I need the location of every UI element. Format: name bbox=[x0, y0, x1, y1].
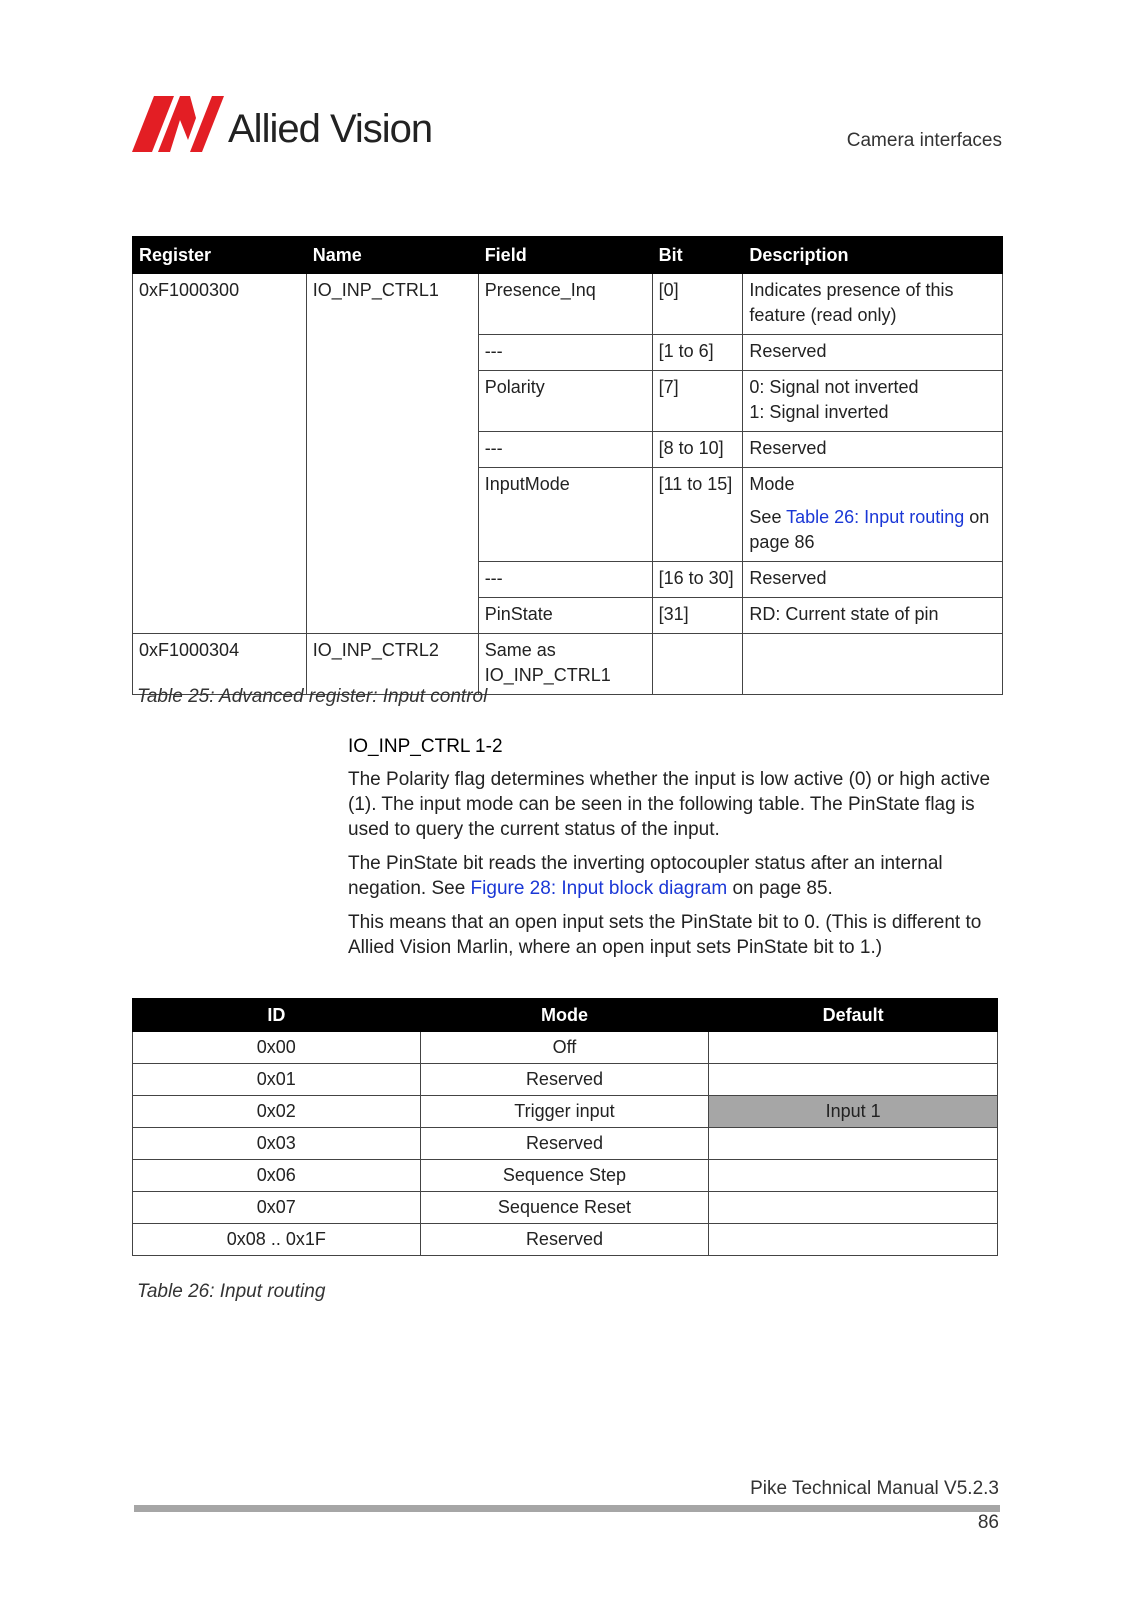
description-line: feature (read only) bbox=[749, 305, 897, 325]
default-cell bbox=[709, 1192, 998, 1224]
bit-cell: [0] bbox=[652, 274, 743, 335]
description-line: Mode bbox=[749, 474, 795, 494]
header-name: Name bbox=[306, 237, 478, 274]
table-row bbox=[133, 1224, 998, 1256]
table-26-caption: Table 26: Input routing bbox=[137, 1281, 326, 1302]
description-cell: Reserved bbox=[743, 562, 1003, 598]
register-cell: 0xF1000304 bbox=[133, 634, 307, 695]
register-table-header bbox=[133, 237, 1003, 274]
section-title: Camera interfaces bbox=[846, 130, 1002, 151]
id-cell: 0x06 bbox=[133, 1160, 421, 1192]
description-cell: Reserved bbox=[743, 432, 1003, 468]
bit-cell: [8 to 10] bbox=[652, 432, 743, 468]
field-cell: --- bbox=[478, 432, 652, 468]
paragraph-text: The PinState bit reads the inverting optocoupler status after an internal negation. See bbox=[348, 853, 943, 899]
header-bit: Bit bbox=[652, 237, 743, 274]
id-cell: 0x02 bbox=[133, 1096, 421, 1128]
page-number: 86 bbox=[977, 1512, 999, 1533]
field-cell: Polarity bbox=[478, 371, 652, 432]
paragraph-text: on page 85. bbox=[727, 878, 833, 899]
id-cell: 0x08 .. 0x1F bbox=[133, 1224, 421, 1256]
figure-28-link[interactable]: Figure 28: Input block diagram bbox=[470, 878, 728, 899]
mode-cell: Reserved bbox=[420, 1128, 709, 1160]
paragraph-open-input: This means that an open input sets the PinState bit to 0. (This is different to Allied Vision Marlin, where an open input sets PinState bit to 1.) bbox=[348, 912, 982, 958]
header-register: Register bbox=[133, 237, 307, 274]
description-cell bbox=[743, 274, 1003, 335]
default-cell bbox=[709, 1032, 998, 1064]
bit-cell: [7] bbox=[652, 371, 743, 432]
default-cell bbox=[709, 1224, 998, 1256]
table-26-link[interactable]: Table 26: Input routing bbox=[786, 507, 965, 527]
bit-cell: [31] bbox=[652, 598, 743, 634]
field-line: Same as bbox=[484, 640, 556, 660]
bit-cell bbox=[652, 634, 743, 695]
name-cell: IO_INP_CTRL1 bbox=[306, 274, 478, 634]
description-cell bbox=[743, 371, 1003, 432]
field-line: IO_INP_CTRL1 bbox=[484, 665, 611, 685]
section-heading: IO_INP_CTRL 1-2 bbox=[348, 736, 503, 757]
description-cell bbox=[743, 468, 1003, 562]
field-cell: Presence_Inq bbox=[478, 274, 652, 335]
see-suffix: on bbox=[964, 507, 990, 527]
mode-cell: Reserved bbox=[420, 1064, 709, 1096]
input-routing-header bbox=[133, 999, 998, 1032]
field-cell bbox=[478, 634, 652, 695]
field-cell: --- bbox=[478, 335, 652, 371]
description-line: 1: Signal inverted bbox=[749, 402, 889, 422]
table-row bbox=[133, 1064, 998, 1096]
id-cell: 0x07 bbox=[133, 1192, 421, 1224]
table-row bbox=[133, 1096, 998, 1128]
body-section bbox=[348, 734, 1008, 969]
description-cell: RD: Current state of pin bbox=[743, 598, 1003, 634]
field-cell: PinState bbox=[478, 598, 652, 634]
description-line: 0: Signal not inverted bbox=[749, 377, 919, 397]
mode-cell: Trigger input bbox=[420, 1096, 709, 1128]
description-cell bbox=[743, 634, 1003, 695]
register-table bbox=[132, 236, 1003, 695]
table-row bbox=[133, 1192, 998, 1224]
bit-cell: [1 to 6] bbox=[652, 335, 743, 371]
table-row bbox=[133, 274, 1003, 335]
see-prefix: See bbox=[749, 507, 787, 527]
header-field: Field bbox=[478, 237, 652, 274]
header-default: Default bbox=[709, 999, 998, 1032]
id-cell: 0x00 bbox=[133, 1032, 421, 1064]
mode-cell: Off bbox=[420, 1032, 709, 1064]
id-cell: 0x03 bbox=[133, 1128, 421, 1160]
paragraph-polarity: The Polarity flag determines whether the input is low active (0) or high active (1). The input mode can be seen in the following table. The PinState flag is used to query the current status of the input. bbox=[348, 769, 991, 840]
logo-text: Allied Vision bbox=[228, 106, 433, 151]
default-cell bbox=[709, 1160, 998, 1192]
input-routing-table bbox=[132, 998, 998, 1256]
bit-cell: [11 to 15] bbox=[652, 468, 743, 562]
bit-cell: [16 to 30] bbox=[652, 562, 743, 598]
manual-title: Pike Technical Manual V5.2.3 bbox=[750, 1478, 999, 1499]
description-cell: Reserved bbox=[743, 335, 1003, 371]
paragraph-pinstate bbox=[348, 851, 1008, 901]
header-description: Description bbox=[743, 237, 1003, 274]
header-id: ID bbox=[133, 999, 421, 1032]
allied-vision-logo-icon bbox=[132, 96, 224, 152]
default-cell-highlighted: Input 1 bbox=[709, 1096, 998, 1128]
id-cell: 0x01 bbox=[133, 1064, 421, 1096]
default-cell bbox=[709, 1064, 998, 1096]
table-row bbox=[133, 1032, 998, 1064]
mode-cell: Sequence Reset bbox=[420, 1192, 709, 1224]
mode-cell: Reserved bbox=[420, 1224, 709, 1256]
register-cell: 0xF1000300 bbox=[133, 274, 307, 634]
description-line: Indicates presence of this bbox=[749, 280, 954, 300]
name-cell: IO_INP_CTRL2 bbox=[306, 634, 478, 695]
field-cell: InputMode bbox=[478, 468, 652, 562]
see-reference bbox=[749, 505, 996, 530]
footer-divider bbox=[134, 1505, 1000, 1512]
table-row bbox=[133, 1128, 998, 1160]
mode-cell: Sequence Step bbox=[420, 1160, 709, 1192]
default-cell bbox=[709, 1128, 998, 1160]
table-row bbox=[133, 1160, 998, 1192]
company-logo bbox=[132, 94, 432, 154]
table-25-caption: Table 25: Advanced register: Input control bbox=[137, 686, 488, 707]
header-mode: Mode bbox=[420, 999, 709, 1032]
field-cell: --- bbox=[478, 562, 652, 598]
description-line: page 86 bbox=[749, 532, 815, 552]
